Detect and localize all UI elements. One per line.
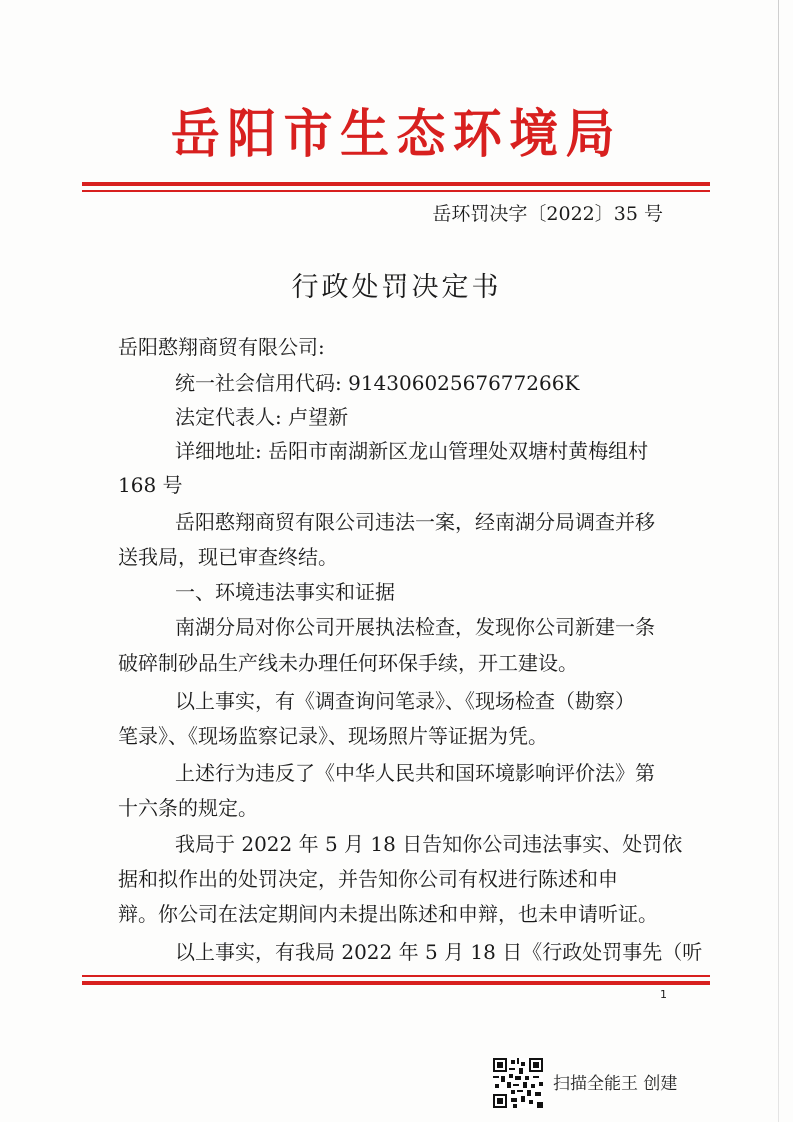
page-number: 1 <box>660 988 667 1001</box>
document-number: 岳环罚决字〔2022〕35 号 <box>432 203 663 225</box>
body-paragraph-line: 岳阳憨翔商贸有限公司违法一案，经南湖分局调查并移 <box>175 510 655 534</box>
body-paragraph-line: 我局于 2022 年 5 月 18 日告知你公司违法事实、处罚依 <box>175 832 683 856</box>
scan-edge <box>778 0 779 1122</box>
addressee-line: 岳阳憨翔商贸有限公司: <box>118 335 325 359</box>
body-paragraph-line: 送我局，现已审查终结。 <box>118 545 338 569</box>
body-paragraph-line: 以上事实，有《调查询问笔录》、《现场检查（勘察） <box>175 689 635 713</box>
body-paragraph-line: 笔录》、《现场监察记录》、现场照片等证据为凭。 <box>118 724 548 748</box>
body-paragraph-line: 南湖分局对你公司开展执法检查，发现你公司新建一条 <box>175 615 655 639</box>
scanner-watermark-label: 扫描全能王 创建 <box>553 1074 678 1094</box>
document-title: 行政处罚决定书 <box>291 272 502 303</box>
header-rule-thin <box>82 190 710 192</box>
body-paragraph-line: 上述行为违反了《中华人民共和国环境影响评价法》第 <box>175 761 655 785</box>
credit-code-line: 统一社会信用代码: 91430602567677266K <box>175 371 580 395</box>
section-heading: 一、环境违法事实和证据 <box>175 580 395 604</box>
agency-header-title: 岳阳市生态环境局 <box>170 105 623 165</box>
qr-code-icon <box>493 1058 543 1108</box>
footer-rule-thick <box>82 981 710 985</box>
header-rule-thick <box>82 182 710 186</box>
address-line-cont: 168 号 <box>118 473 183 497</box>
body-paragraph-line: 据和拟作出的处罚决定，并告知你公司有权进行陈述和申 <box>118 867 618 891</box>
footer-rule-thin <box>82 975 710 977</box>
body-paragraph-line: 十六条的规定。 <box>118 796 258 820</box>
address-line: 详细地址: 岳阳市南湖新区龙山管理处双塘村黄梅组村 <box>175 439 649 463</box>
body-paragraph-line: 以上事实，有我局 2022 年 5 月 18 日《行政处罚事先（听 <box>175 940 703 964</box>
body-paragraph-line: 辩。你公司在法定期间内未提出陈述和申辩，也未申请听证。 <box>118 902 658 926</box>
body-paragraph-line: 破碎制砂品生产线未办理任何环保手续，开工建设。 <box>118 651 578 675</box>
legal-representative-line: 法定代表人: 卢望新 <box>175 405 349 429</box>
